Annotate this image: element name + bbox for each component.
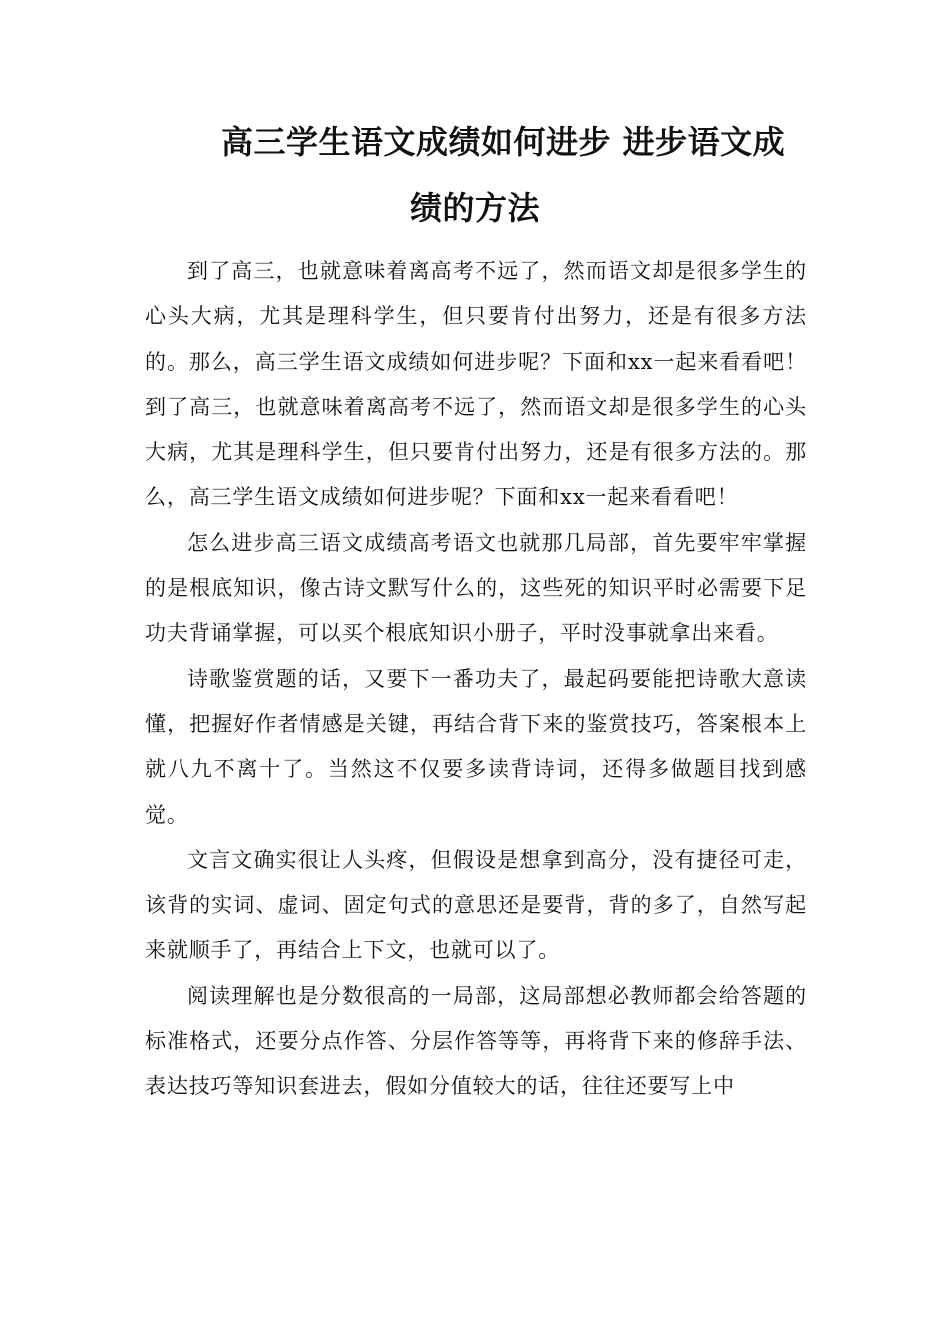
title-line-1: 高三学生语文成绩如何进步 进步语文成	[221, 123, 786, 161]
document-body	[145, 249, 807, 1110]
title-line-2: 绩的方法	[410, 189, 541, 227]
paragraph-poetry: 诗歌鉴赏题的话，又要下一番功夫了，最起码要能把诗歌大意读懂，把握好作者情感是关键，再结合背下来的鉴赏技巧，答案根本上就八九不离十了。当然这不仅要多读背诗词，还得多做题目找到感觉。	[145, 666, 807, 827]
paragraph-intro: 到了高三，也就意味着离高考不远了，然而语文却是很多学生的心头大病，尤其是理科学生，但只要肯付出努力，还是有很多方法的。那么，高三学生语文成绩如何进步呢？下面和xx一起来看看吧！到了高三，也就意味着离高考不远了，然而语文却是很多学生的心头大病，尤其是理科学生，但只要肯付出努力，还是有很多方法的。那么，高三学生语文成绩如何进步呢？下面和xx一起来看看吧！	[145, 259, 807, 510]
paragraph-reading: 阅读理解也是分数很高的一局部，这局部想必教师都会给答题的标准格式，还要分点作答、分层作答等等，再将背下来的修辞手法、表达技巧等知识套进去，假如分值较大的话，往往还要写上中	[145, 983, 807, 1099]
paragraph-classical-chinese: 文言文确实很让人头疼，但假设是想拿到高分，没有捷径可走，该背的实词、虚词、固定句式的意思还是要背，背的多了，自然写起来就顺手了，再结合上下文，也就可以了。	[145, 847, 807, 963]
paragraph-basics: 怎么进步高三语文成绩高考语文也就那几局部，首先要牢牢掌握的是根底知识，像古诗文默写什么的，这些死的知识平时必需要下足功夫背诵掌握，可以买个根底知识小册子，平时没事就拿出来看。	[145, 530, 807, 646]
